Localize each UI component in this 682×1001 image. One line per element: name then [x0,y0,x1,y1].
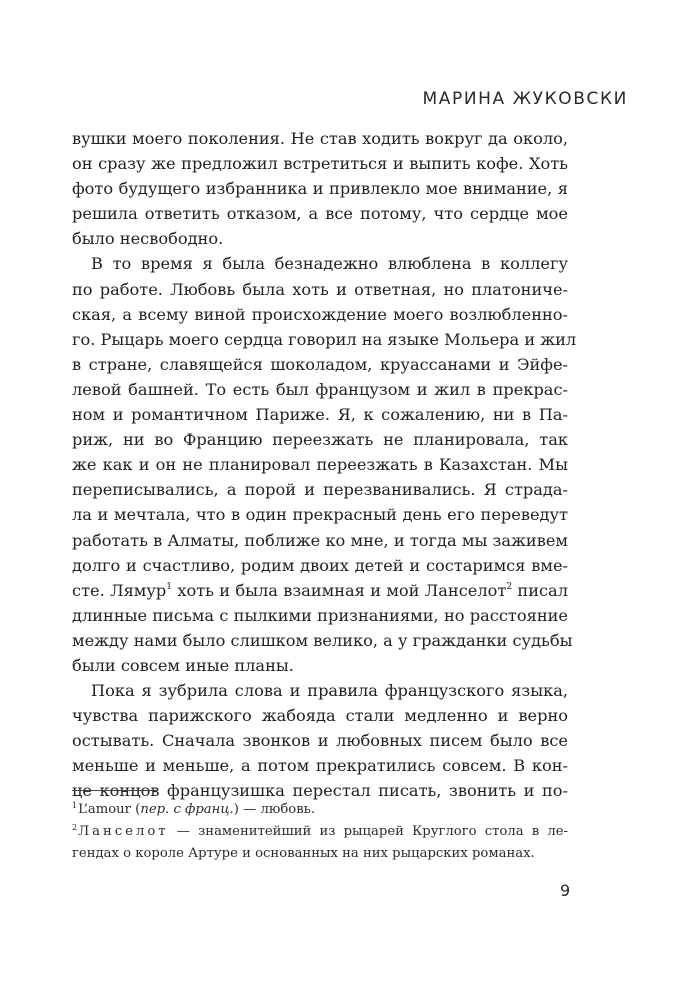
text-line: долго и счастливо, родим двоих детей и состаримся вме- [72,555,568,575]
text-line: чувства парижского жабоядa стали медленно и верно [72,706,568,726]
text-line: ская, а всему виной происхождение моего возлюбленно- [72,304,568,324]
footnote-term: L’amour [78,802,131,817]
running-head-author: МАРИНА ЖУКОВСКИ [422,89,628,109]
text-line: це концов французишка перестал писать, звонить и по- [72,781,568,801]
footnote-definition: — знаменитейший из рыцарей Круглого стола в ле- [168,824,568,839]
footnote-mark: 2 [72,823,78,832]
text-line: он сразу же предложил встретиться и выпить кофе. Хоть [72,154,568,174]
text-line: было несвободно. [72,229,224,249]
text-line: по работе. Любовь была хоть и ответная, но платониче- [72,279,568,299]
footnote-mark: 1 [72,801,78,810]
text-line: решила ответить отказом, а все потому, что сердце мое [72,204,568,224]
footnote-definition: — любовь. [243,802,316,817]
text-line-with-footnote-refs [72,578,568,603]
text-line: ла и мечтала, что в один прекрасный день его переведут [72,505,568,525]
text-line: ном и романтичном Париже. Я, к сожалению, ни в Па- [72,405,568,425]
footnote-1: $^1$L’amour (пер. с франц.) — любовь. [72,801,316,817]
text-line: вушки моего поколения. Не став ходить вокруг да около, [72,129,568,148]
footnote-separator [72,790,158,791]
text-line: левой башней. То есть был французом и жил в прекрас- [72,379,568,399]
footnote-source-note: пер. с франц. [140,802,234,817]
text-line: длинные письма с пылкими признаниями, но расстояние [72,605,568,625]
text-line: риж, ни во Францию переезжать не планировала, так [72,430,568,450]
text-line: же как и он не планировал переезжать в Казахстан. Мы [72,455,568,475]
text-line: го. Рыцарь моего сердца говорил на языке Мольера и жил [72,329,577,349]
text-line: меньше и меньше, а потом прекратились совсем. В кон- [72,756,568,776]
text-line: В то время я была безнадежно влюблена в коллегу [91,254,568,274]
text-segment: хоть и была взаимная и мой Ланселот [172,580,507,600]
footnote-ref-2[interactable]: 2 [506,581,513,592]
text-line: переписывались, а порой и перезванивались. Я страда- [72,480,568,500]
text-line: между нами было слишком велико, а у гражданки судьбы [72,630,573,650]
page-number: 9 [560,881,571,900]
footnotes [72,799,568,865]
body-text [72,126,577,804]
text-line: фото будущего избранника и привлекло мое внимание, я [72,179,568,199]
footnote-2 [72,821,568,843]
text-line: Пока я зубрила слова и правила французского языка, [91,681,568,701]
footnote-ref-1[interactable]: 1 [166,581,172,592]
text-line: работать в Алматы, поближе ко мне, и тогда мы заживем [72,530,568,550]
footnote-term: Ланселот [78,824,169,839]
footnote-2-continuation: гендах о короле Артуре и основанных на них рыцарских романах. [72,846,535,861]
text-line: остывать. Сначала звонков и любовных писем было все [72,731,568,751]
text-line: были совсем иные планы. [72,655,294,675]
text-segment: писал [512,580,568,600]
text-line: в стране, славящейся шоколадом, круассанами и Эйфе- [72,354,568,374]
text-segment: сте. Лямур [72,580,167,600]
